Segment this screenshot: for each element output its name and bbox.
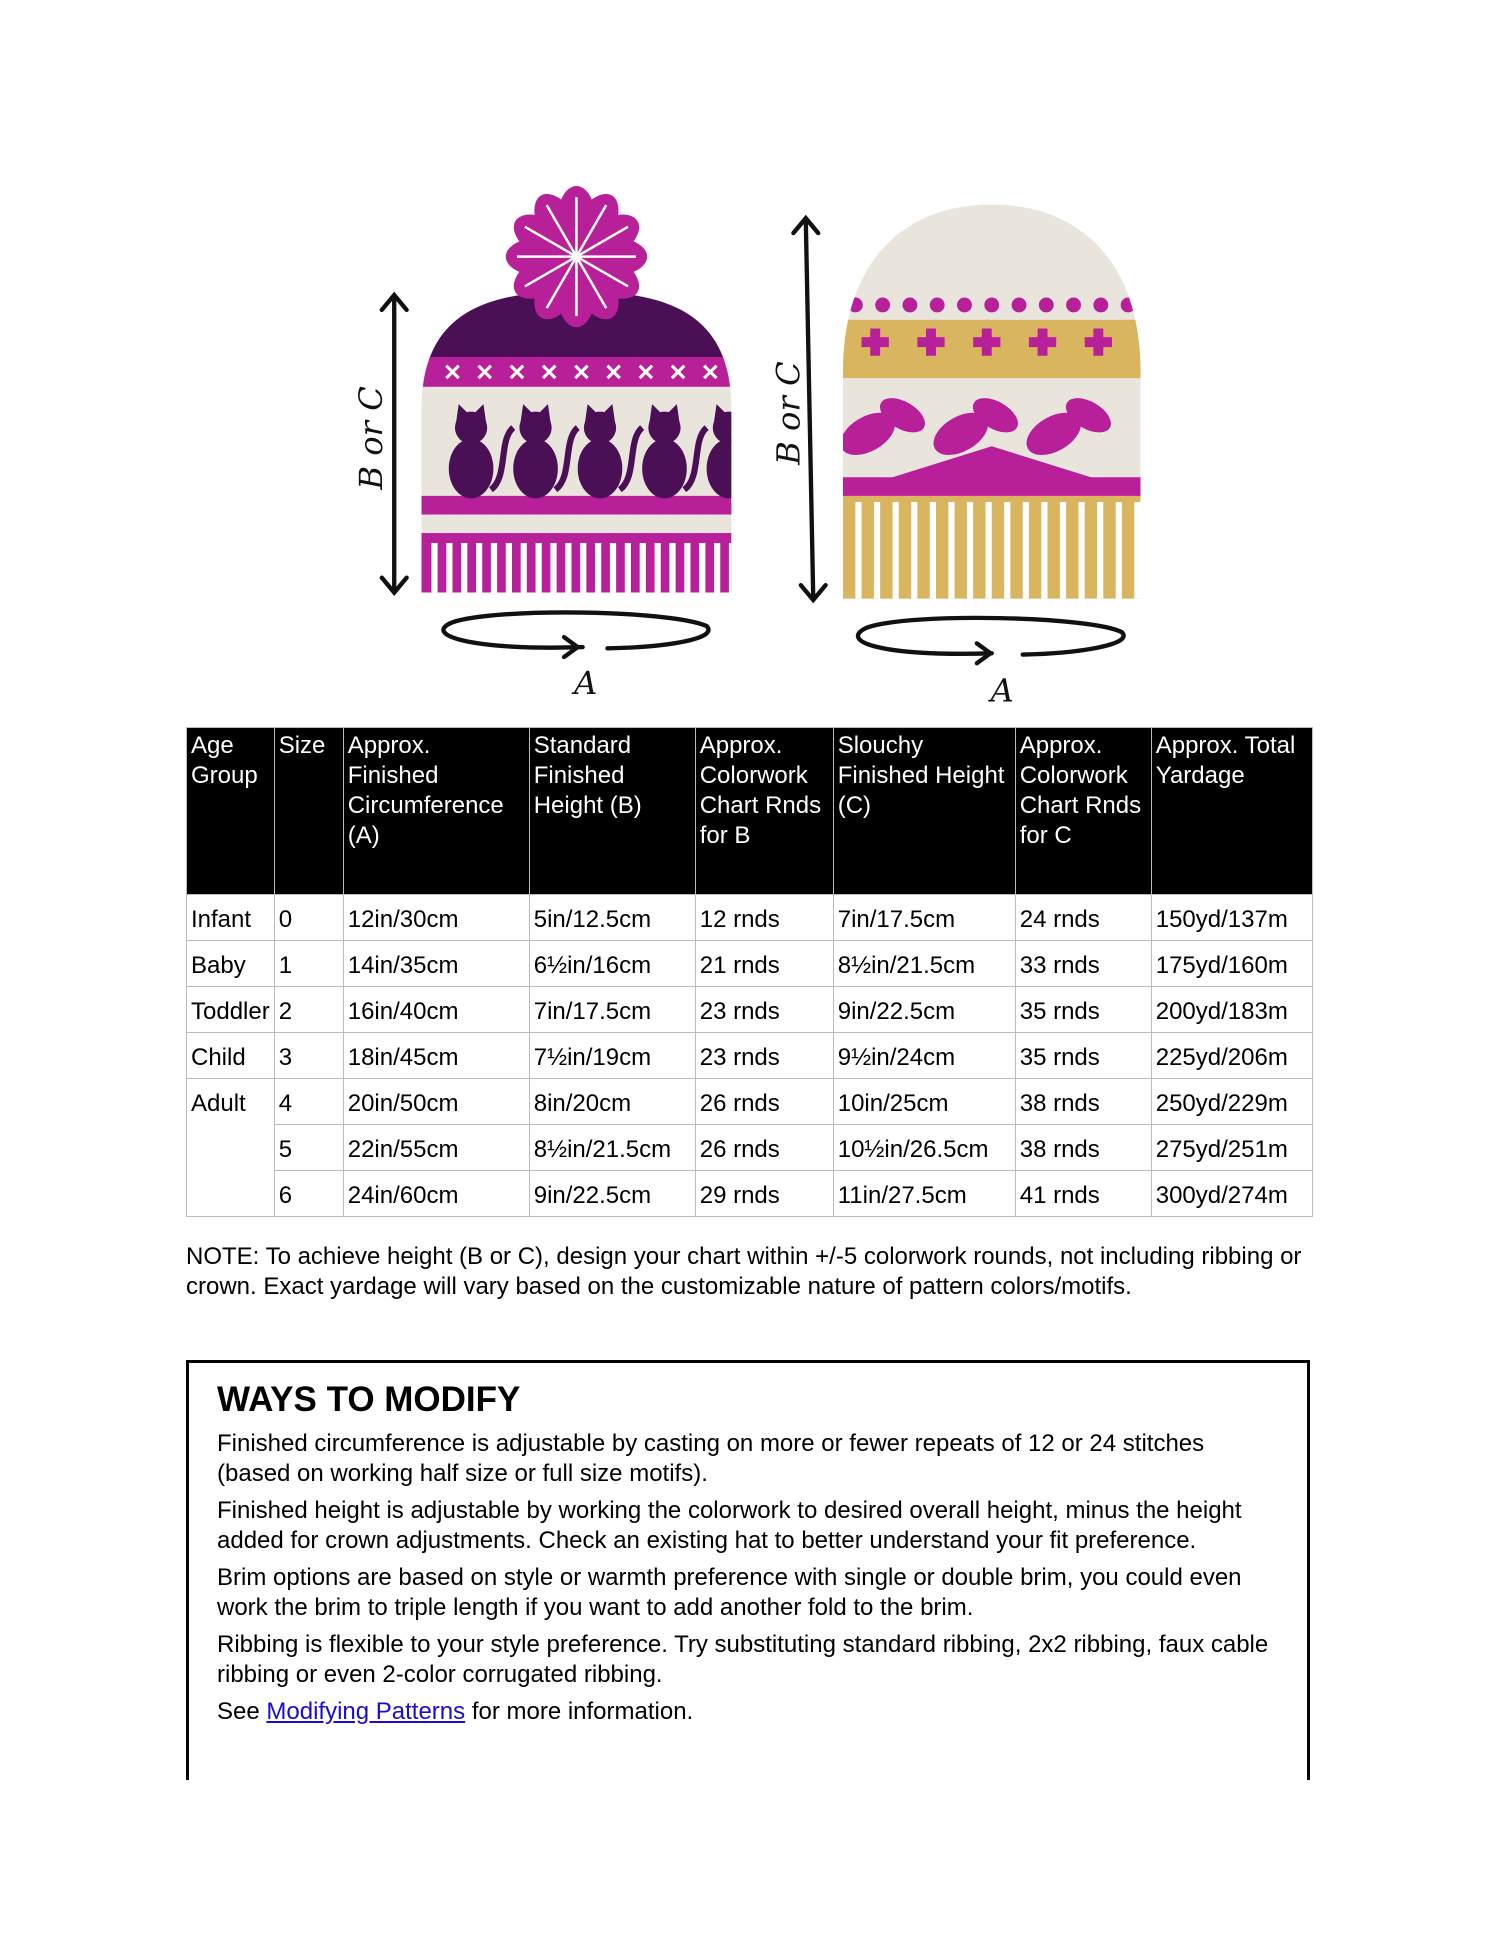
cell-age-group — [187, 1171, 275, 1217]
cell-slouchy-height: 7in/17.5cm — [833, 895, 1015, 941]
circumference-arrow-left — [443, 612, 708, 648]
cell-rnds-c: 35 rnds — [1015, 1033, 1151, 1079]
cell-rnds-c: 41 rnds — [1015, 1171, 1151, 1217]
see-suffix: for more information. — [471, 1698, 694, 1725]
modify-brim: Brim options are based on style or warmth preference with single or double brim, you could even work the brim to triple length if you want to add another fold to the brim. — [217, 1564, 1242, 1621]
cell-circumference: 16in/40cm — [343, 987, 529, 1033]
cell-circumference: 24in/60cm — [343, 1171, 529, 1217]
size-chart-table — [186, 727, 1313, 1217]
header-age-group: Age Group — [187, 728, 275, 895]
cell-slouchy-height: 9in/22.5cm — [833, 987, 1015, 1033]
cell-rnds-b: 12 rnds — [695, 895, 833, 941]
header-rnds-b: Approx. Colorwork Chart Rnds for B — [695, 728, 833, 895]
modify-ribbing: Ribbing is flexible to your style preference. Try substituting standard ribbing, 2x2 ribbing, faux cable ribbing or even 2-color corrugated ribbing. — [217, 1631, 1269, 1688]
table-row — [187, 941, 1313, 987]
slouchy-hat-icon — [831, 198, 1153, 607]
cell-size: 2 — [274, 987, 343, 1033]
table-row — [187, 1125, 1313, 1171]
modify-height: Finished height is adjustable by working the colorwork to desired overall height, minus the height added for crown adjustments. Check an existing hat to better understand your fit preference. — [217, 1497, 1242, 1554]
cell-yardage: 150yd/137m — [1151, 895, 1312, 941]
cell-standard-height: 7½in/19cm — [529, 1033, 695, 1079]
cell-age-group: Baby — [187, 941, 275, 987]
sizing-note: NOTE: To achieve height (B or C), design your chart within +/-5 colorwork rounds, not including ribbing or crown. Exact yardage will vary based on the customizable nature of pattern colors/motifs. — [186, 1243, 1302, 1300]
cell-slouchy-height: 10½in/26.5cm — [833, 1125, 1015, 1171]
hat-measurement-illustration — [0, 0, 1500, 719]
circumference-label-left: A — [573, 664, 598, 703]
circumference-label-right: A — [990, 671, 1014, 710]
cell-slouchy-height: 8½in/21.5cm — [833, 941, 1015, 987]
cell-rnds-b: 26 rnds — [695, 1079, 833, 1125]
cell-circumference: 14in/35cm — [343, 941, 529, 987]
cell-slouchy-height: 10in/25cm — [833, 1079, 1015, 1125]
cell-size: 1 — [274, 941, 343, 987]
header-yardage: Approx. Total Yardage — [1151, 728, 1312, 895]
see-prefix: See — [217, 1698, 260, 1725]
cell-rnds-c: 38 rnds — [1015, 1079, 1151, 1125]
cell-circumference: 12in/30cm — [343, 895, 529, 941]
cell-circumference: 18in/45cm — [343, 1033, 529, 1079]
cell-rnds-b: 29 rnds — [695, 1171, 833, 1217]
cell-size: 3 — [274, 1033, 343, 1079]
table-row — [187, 895, 1313, 941]
height-label-right: B or C — [769, 361, 808, 465]
header-standard-height: Standard Finished Height (B) — [529, 728, 695, 895]
cell-yardage: 225yd/206m — [1151, 1033, 1312, 1079]
cell-rnds-c: 33 rnds — [1015, 941, 1151, 987]
table-row — [187, 1033, 1313, 1079]
ways-to-modify-box — [186, 1360, 1310, 1780]
cell-circumference: 20in/50cm — [343, 1079, 529, 1125]
cell-yardage: 175yd/160m — [1151, 941, 1312, 987]
ways-to-modify-title: WAYS TO MODIFY — [217, 1380, 521, 1419]
table-header-row — [187, 728, 1313, 895]
cell-age-group: Toddler — [187, 987, 275, 1033]
cell-standard-height: 5in/12.5cm — [529, 895, 695, 941]
header-slouchy-height: Slouchy Finished Height (C) — [833, 728, 1015, 895]
table-row — [187, 1171, 1313, 1217]
cell-age-group: Adult — [187, 1079, 275, 1125]
cell-size: 6 — [274, 1171, 343, 1217]
cell-rnds-b: 23 rnds — [695, 987, 833, 1033]
cell-age-group: Child — [187, 1033, 275, 1079]
cell-age-group: Infant — [187, 895, 275, 941]
cell-rnds-b: 23 rnds — [695, 1033, 833, 1079]
cell-yardage: 250yd/229m — [1151, 1079, 1312, 1125]
modify-see-more — [217, 1697, 1279, 1727]
header-circumference: Approx. Finished Circumference (A) — [343, 728, 529, 895]
cell-slouchy-height: 9½in/24cm — [833, 1033, 1015, 1079]
header-rnds-c: Approx. Colorwork Chart Rnds for C — [1015, 728, 1151, 895]
cell-standard-height: 7in/17.5cm — [529, 987, 695, 1033]
cell-standard-height: 8½in/21.5cm — [529, 1125, 695, 1171]
cell-yardage: 300yd/274m — [1151, 1171, 1312, 1217]
cell-circumference: 22in/55cm — [343, 1125, 529, 1171]
modifying-patterns-link[interactable]: Modifying Patterns — [266, 1698, 466, 1725]
cell-size: 0 — [274, 895, 343, 941]
cell-rnds-c: 38 rnds — [1015, 1125, 1151, 1171]
cell-standard-height: 8in/20cm — [529, 1079, 695, 1125]
circumference-arrow-right — [858, 618, 1124, 655]
cell-yardage: 275yd/251m — [1151, 1125, 1312, 1171]
cell-standard-height: 9in/22.5cm — [529, 1171, 695, 1217]
header-size: Size — [274, 728, 343, 895]
cell-rnds-b: 26 rnds — [695, 1125, 833, 1171]
cell-yardage: 200yd/183m — [1151, 987, 1312, 1033]
cell-slouchy-height: 11in/27.5cm — [833, 1171, 1015, 1217]
cell-size: 5 — [274, 1125, 343, 1171]
cell-age-group — [187, 1125, 275, 1171]
height-label-left: B or C — [351, 386, 390, 490]
cell-standard-height: 6½in/16cm — [529, 941, 695, 987]
cell-rnds-c: 35 rnds — [1015, 987, 1151, 1033]
cell-size: 4 — [274, 1079, 343, 1125]
cell-rnds-b: 21 rnds — [695, 941, 833, 987]
standard-hat-icon — [409, 279, 771, 595]
table-row — [187, 987, 1313, 1033]
cell-rnds-c: 24 rnds — [1015, 895, 1151, 941]
modify-circumference: Finished circumference is adjustable by casting on more or fewer repeats of 12 or 24 stitches (based on working half size or full size motifs). — [217, 1430, 1205, 1487]
table-row — [187, 1079, 1313, 1125]
